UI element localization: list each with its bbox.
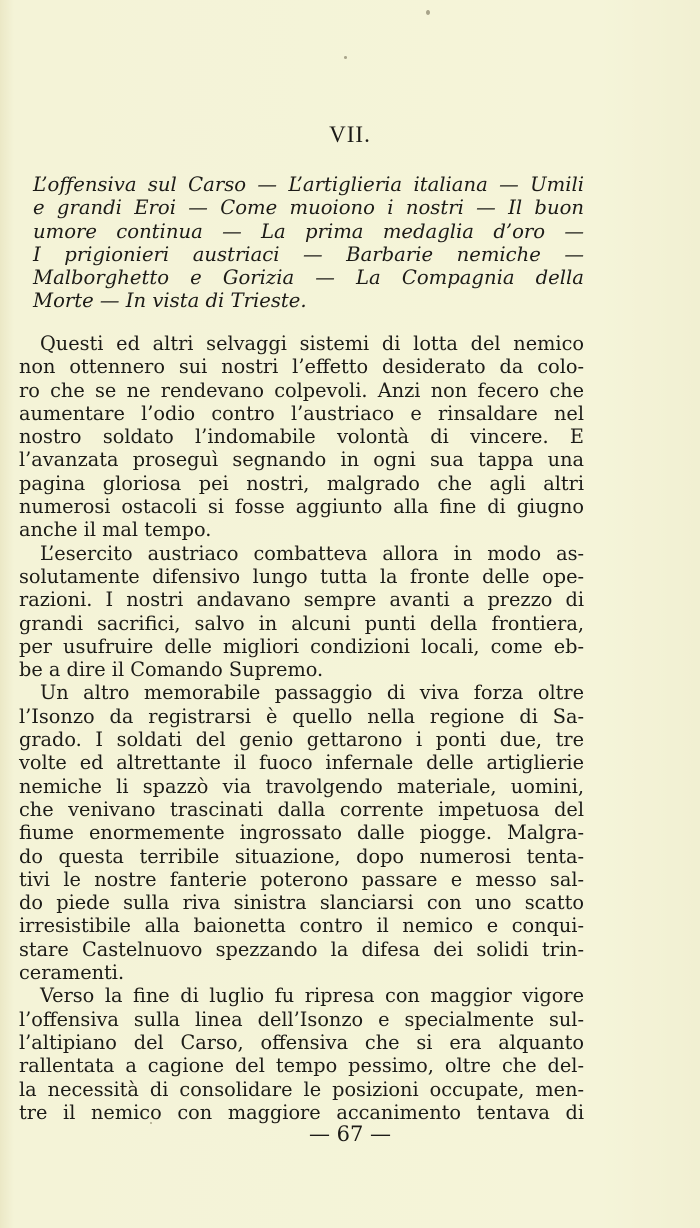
text-line: anche il mal tempo. [19,518,212,542]
paper-speck [344,56,347,59]
text-line: che venivano trascinati dalla corrente impetuosa del [19,797,584,821]
text-line: grado. I soldati del genio gettarono i ponti due, tre [19,728,584,752]
text-line: tre il nemico con maggiore accanimento tentava di [19,1100,584,1124]
text-line: grandi sacrifici, salvo in alcuni punti della frontiera, [19,611,584,635]
text-line: ceramenti. [19,961,125,985]
summary-line: L’offensiva sul Carso — L’artiglieria italiana — Umili [33,173,584,196]
text-line: ro che se ne rendevano colpevoli. Anzi non fecero che [19,378,584,402]
text-line: la necessità di consolidare le posizioni occupate, men- [19,1077,584,1101]
text-line: do questa terribile situazione, dopo numerosi tenta- [19,844,584,868]
chapter-number: VII. [329,122,371,147]
text-line: non ottennero sui nostri l’effetto desiderato da colo- [19,355,584,379]
text-line: do piede sulla riva sinistra slanciarsi con uno scatto [19,891,584,915]
text-line: Un altro memorabile passaggio di viva forza oltre [40,681,584,705]
text-line: solutamente difensivo lungo tutta la fronte delle ope- [19,564,584,588]
summary-line: umore continua — La prima medaglia d’oro — [33,219,584,243]
text-line: l’altipiano del Carso, offensiva che si era alquanto [19,1030,584,1054]
text-line: pagina gloriosa pei nostri, malgrado che agli altri [19,471,584,495]
text-line: volte ed altrettante il fuoco infernale delle artiglierie [19,751,584,775]
text-line: fiume enormemente ingrossato dalle piogge. Malgra- [19,821,584,845]
text-line: be a dire il Comando Supremo. [19,658,324,682]
page-number: — 67 — [308,1122,392,1146]
text-line: nostro soldato l’indomabile volontà di vincere. E [19,425,584,449]
text-line: aumentare l’odio contro l’austriaco e rinsaldare nel [19,401,584,425]
summary-line: e grandi Eroi — Come muoiono i nostri — Il buon [33,196,584,220]
paper-speck [426,10,430,15]
text-line: l’offensiva sulla linea dell’Isonzo e specialmente sul- [19,1007,584,1031]
text-line: irresistibile alla baionetta contro il nemico e conqui- [19,914,584,938]
text-line: tivi le nostre fanterie poterono passare e messo sal- [19,867,584,891]
chapter-summary [33,173,584,313]
summary-line: I prigionieri austriaci — Barbarie nemiche — [33,242,584,266]
text-line: L’esercito austriaco combatteva allora in modo as- [40,541,584,565]
text-line: nemiche li spazzò via travolgendo materiale, uomini, [19,774,584,798]
text-line: rallentata a cagione del tempo pessimo, oltre che del- [19,1054,584,1078]
summary-line: Malborghetto e Gorizia — La Compagnia della [33,266,584,290]
text-line: razioni. I nostri andavano sempre avanti a prezzo di [19,588,584,612]
body-text [19,332,584,1124]
summary-line: Morte — In vista di Trieste. [33,289,307,313]
text-line: Questi ed altri selvaggi sistemi di lotta del nemico [40,332,584,355]
text-line: numerosi ostacoli si fosse aggiunto alla fine di giugno [19,495,584,519]
text-line: l’avanzata proseguì segnando in ogni sua tappa una [19,448,584,472]
text-line: stare Castelnuovo spezzando la difesa dei solidi trin- [19,937,584,961]
text-line: per usufruire delle migliori condizioni locali, come eb- [19,634,584,658]
text-line: l’Isonzo da registrarsi è quello nella regione di Sa- [19,704,584,728]
text-line: Verso la fine di luglio fu ripresa con maggior vigore [40,984,584,1008]
